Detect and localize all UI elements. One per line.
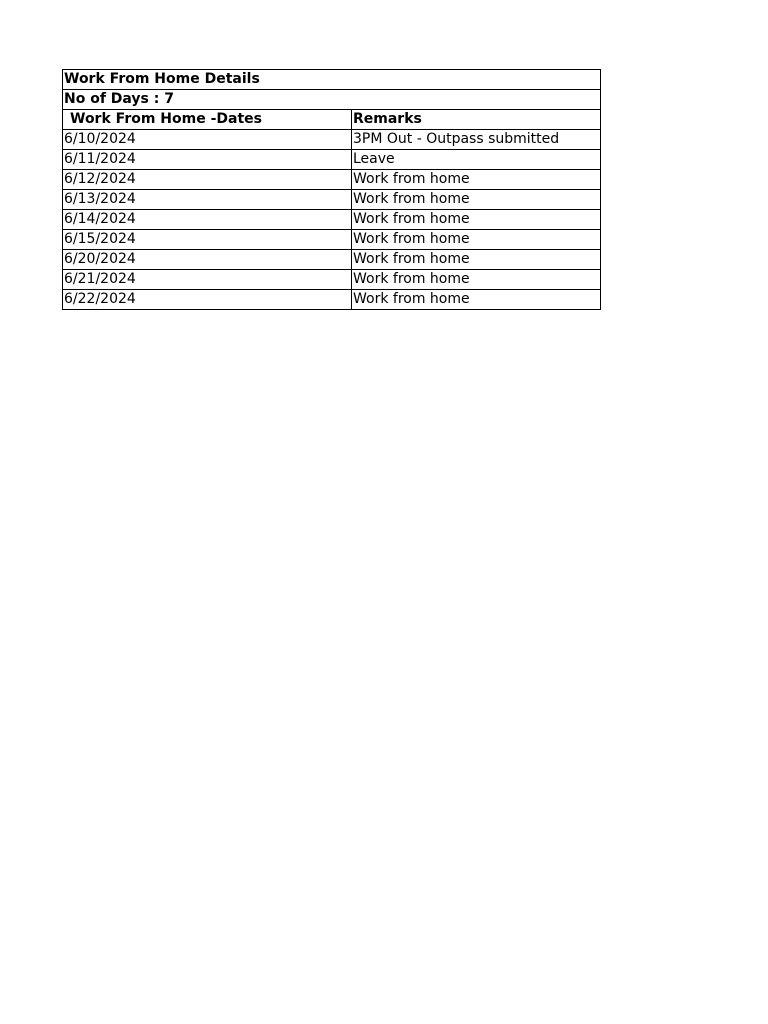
remark-cell: Work from home xyxy=(352,190,601,210)
table-row xyxy=(63,190,601,210)
date-cell: 6/14/2024 xyxy=(63,210,352,230)
table-row xyxy=(63,170,601,190)
date-cell: 6/15/2024 xyxy=(63,230,352,250)
work-from-home-table xyxy=(62,69,601,310)
date-cell: 6/11/2024 xyxy=(63,150,352,170)
remarks-column-header: Remarks xyxy=(352,110,601,130)
table-row xyxy=(63,270,601,290)
remark-cell: Leave xyxy=(352,150,601,170)
table-row xyxy=(63,250,601,270)
dates-column-header: Work From Home -Dates xyxy=(63,110,352,130)
remark-cell: Work from home xyxy=(352,230,601,250)
remark-cell: Work from home xyxy=(352,210,601,230)
table-title: Work From Home Details xyxy=(63,70,601,90)
days-count: No of Days : 7 xyxy=(63,90,601,110)
remark-cell: Work from home xyxy=(352,170,601,190)
remark-cell: 3PM Out - Outpass submitted xyxy=(352,130,601,150)
table-row xyxy=(63,290,601,310)
remark-cell: Work from home xyxy=(352,250,601,270)
date-cell: 6/12/2024 xyxy=(63,170,352,190)
table-row xyxy=(63,210,601,230)
table-row xyxy=(63,150,601,170)
date-cell: 6/13/2024 xyxy=(63,190,352,210)
title-row xyxy=(63,70,601,90)
table-row xyxy=(63,230,601,250)
remark-cell: Work from home xyxy=(352,270,601,290)
date-cell: 6/10/2024 xyxy=(63,130,352,150)
header-row xyxy=(63,110,601,130)
date-cell: 6/22/2024 xyxy=(63,290,352,310)
date-cell: 6/20/2024 xyxy=(63,250,352,270)
days-count-row xyxy=(63,90,601,110)
remark-cell: Work from home xyxy=(352,290,601,310)
table-row xyxy=(63,130,601,150)
date-cell: 6/21/2024 xyxy=(63,270,352,290)
